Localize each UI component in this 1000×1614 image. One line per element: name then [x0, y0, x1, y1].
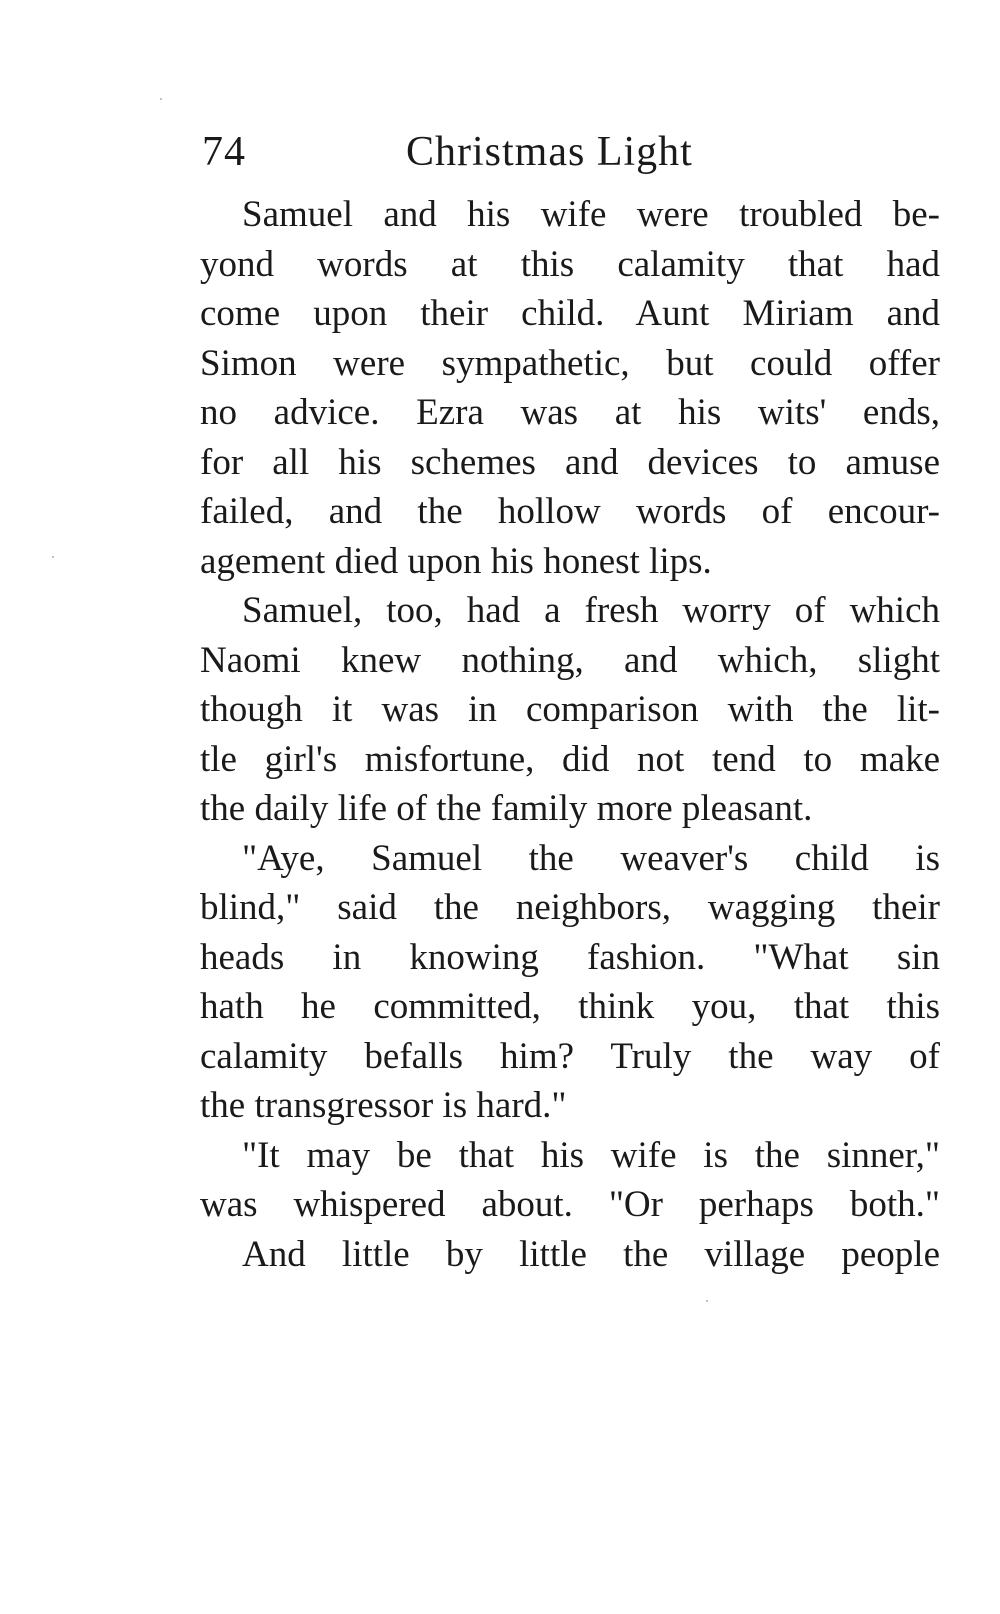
page-number: 74 [202, 129, 246, 175]
body-text [200, 190, 940, 1279]
text-line: tle girl's misfortune, did not tend to make [200, 738, 940, 780]
text-line: "It may be that his wife is the sinner," [242, 1134, 940, 1176]
scan-speck [160, 98, 162, 100]
text-line: hath he committed, think you, that this [200, 986, 940, 1027]
text-line: agement died upon his honest lips. [200, 540, 712, 582]
text-line: calamity befalls him? Truly the way of [200, 1035, 940, 1077]
text-line: come upon their child. Aunt Miriam and [200, 293, 940, 334]
text-line: no advice. Ezra was at his wits' ends, [200, 392, 940, 433]
page-header [202, 122, 942, 182]
scan-speck [52, 556, 54, 558]
text-line: was whispered about. "Or perhaps both." [200, 1184, 940, 1225]
text-line: yond words at this calamity that had [200, 243, 940, 285]
text-line: Simon were sympathetic, but could offer [200, 342, 940, 384]
text-line: the daily life of the family more pleasant. [200, 788, 813, 829]
text-line: heads in knowing fashion. "What sin [200, 936, 940, 978]
text-line: And little by little the village people [242, 1233, 940, 1275]
running-title: Christmas Light [406, 129, 693, 175]
scan-speck [706, 1300, 708, 1302]
text-line: Naomi knew nothing, and which, slight [200, 639, 940, 681]
text-line: for all his schemes and devices to amuse [200, 441, 940, 483]
text-line: blind," said the neighbors, wagging their [200, 887, 940, 928]
text-line: "Aye, Samuel the weaver's child is [242, 837, 940, 879]
text-line: failed, and the hollow words of encour- [200, 491, 940, 532]
text-line: though it was in comparison with the lit- [200, 689, 940, 730]
text-line: Samuel and his wife were troubled be- [242, 194, 940, 235]
text-line: the transgressor is hard." [200, 1085, 567, 1126]
text-line: Samuel, too, had a fresh worry of which [242, 590, 940, 631]
